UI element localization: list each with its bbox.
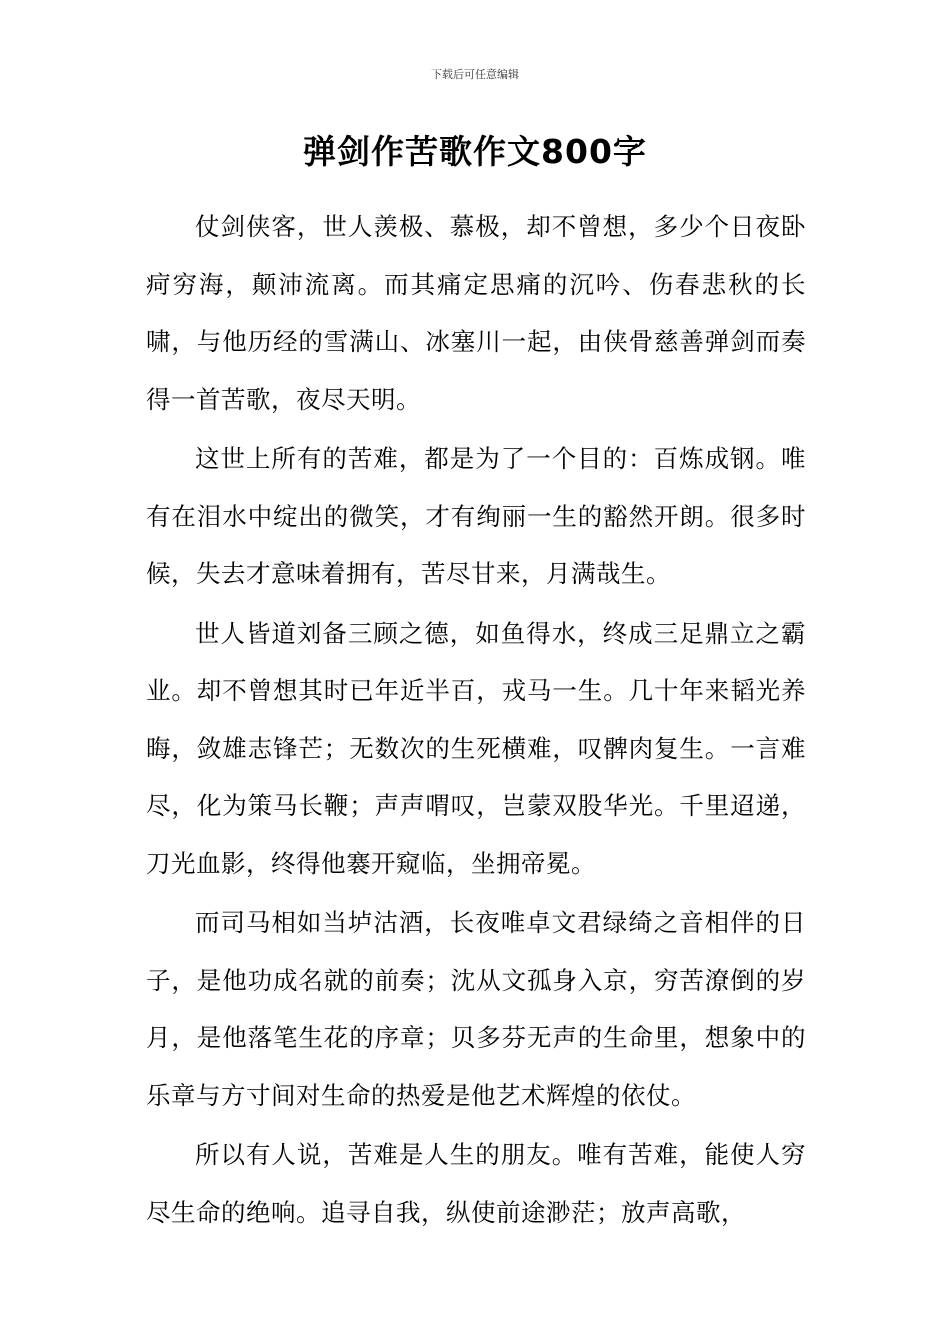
header-note: 下载后可任意编辑: [431, 68, 519, 81]
paragraph-5: 所以有人说，苦难是人生的朋友。唯有苦难，能使人穷尽生命的绝响。追寻自我，纵使前途渺茫；放声高歌，: [146, 1140, 806, 1227]
document-title: 弹剑作苦歌作文800字: [303, 132, 647, 171]
document-body: [146, 198, 806, 1243]
paragraph-2: 这世上所有的苦难，都是为了一个目的：百炼成钢。唯有在泪水中绽出的微笑，才有绚丽一生的豁然开朗。很多时候，失去才意味着拥有，苦尽甘来，月满哉生。: [146, 444, 806, 588]
paragraph-1: 仗剑侠客，世人羡极、慕极，却不曾想，多少个日夜卧疴穷海，颠沛流离。而其痛定思痛的沉吟、伤春悲秋的长啸，与他历经的雪满山、冰塞川一起，由侠骨慈善弹剑而奏得一首苦歌，夜尽天明。: [146, 212, 806, 414]
paragraph-4: 而司马相如当垆沽酒，长夜唯卓文君绿绮之音相伴的日子，是他功成名就的前奏；沈从文孤身入京，穷苦潦倒的岁月，是他落笔生花的序章；贝多芬无声的生命里，想象中的乐章与方寸间对生命的热爱是他艺术辉煌的依仗。: [146, 908, 806, 1110]
paragraph-3: 世人皆道刘备三顾之德，如鱼得水，终成三足鼎立之霸业。却不曾想其时已年近半百，戎马一生。几十年来韬光养晦，敛雄志锋芒；无数次的生死横难，叹髀肉复生。一言难尽，化为策马长鞭；声声喟叹，岂蒙双股华光。千里迢递，刀光血影，终得他褰开窥临，坐拥帝冕。: [146, 618, 806, 878]
